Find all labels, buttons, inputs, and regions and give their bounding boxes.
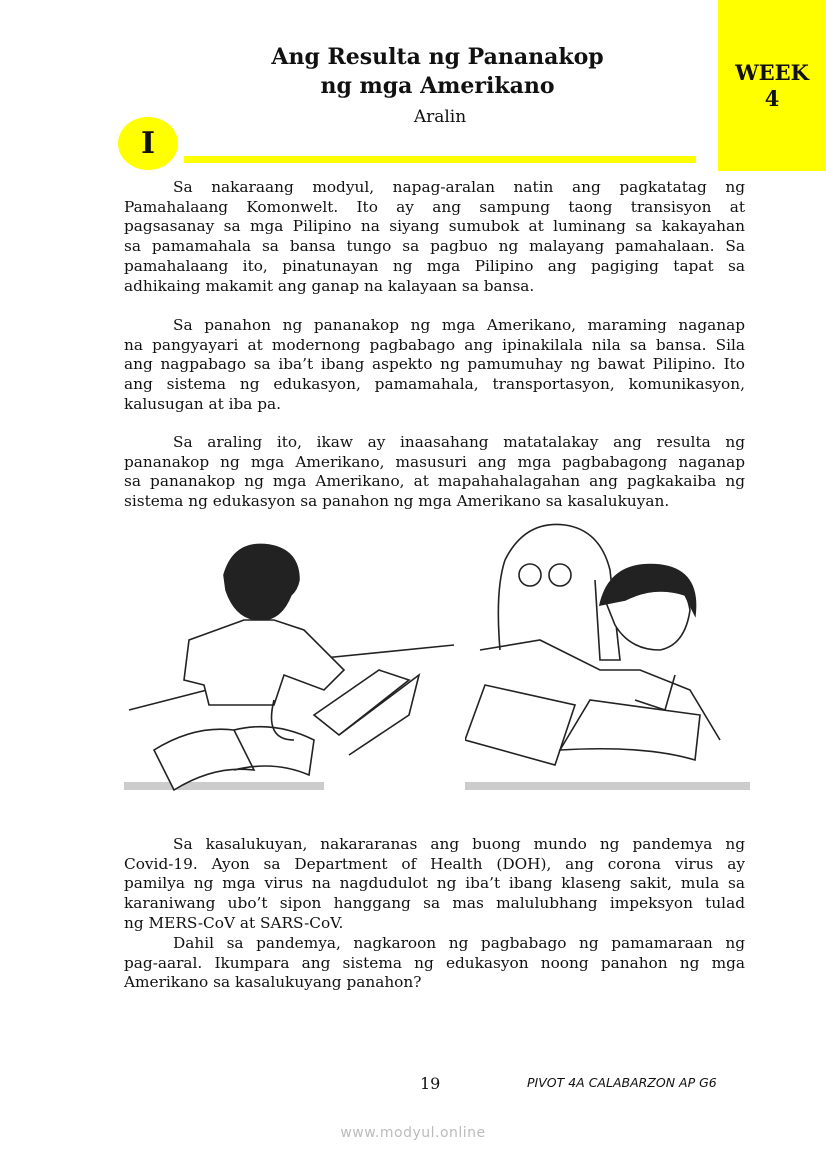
page-title xyxy=(200,43,675,101)
week-badge xyxy=(718,0,826,171)
text-line: karaniwang ubo’t sipon hanggang sa mas malulubhang impeksyon tulad xyxy=(124,894,745,913)
text-line: Sa araling ito, ikaw ay inaasahang matatalakay ang resulta ng xyxy=(173,433,745,451)
text-line: sistema ng edukasyon sa panahon ng mga Amerikano sa kasalukuyan. xyxy=(124,492,670,511)
subtitle: Aralin xyxy=(413,107,467,127)
text-line: ang sistema ng edukasyon, pamamahala, transportasyon, komunikasyon, xyxy=(124,375,745,394)
text-line: Dahil sa pandemya, nagkaroon ng pagbabago ng pamamaraan ng xyxy=(173,934,745,952)
text-line: na pangyayari at modernong pagbabago ang ipinakilala nila sa bansa. Sila xyxy=(124,335,745,354)
yellow-divider xyxy=(184,156,696,163)
paragraph-intro xyxy=(124,178,745,296)
illustration-teacher-and-student xyxy=(465,520,755,795)
text-line: sa pamamahala sa bansa tungo sa pagbuo ng malayang pamahalaan. Sa xyxy=(124,237,745,256)
text-line: ang nagpabago sa iba’t ibang aspekto ng pamumuhay ng bawat Pilipino. Ito xyxy=(124,355,745,374)
title-line-1: Ang Resulta ng Pananakop xyxy=(271,44,604,70)
week-number: 4 xyxy=(764,86,780,111)
text-line: Amerikano sa kasalukuyang panahon? xyxy=(124,973,422,992)
text-line: Sa nakaraang modyul, napag-aralan natin ang pagkatatag ng xyxy=(173,178,745,196)
text-line: Sa panahon ng pananakop ng mga Amerikano, maraming naganap xyxy=(173,316,745,334)
paragraph-question xyxy=(124,934,745,993)
page-number: 19 xyxy=(420,1074,441,1093)
text-line: adhikaing makamit ang ganap na kalayaan sa bansa. xyxy=(124,276,535,295)
text-line: pananakop ng mga Amerikano, masusuri ang mga pagbabagong naganap xyxy=(124,452,745,471)
illustration-student-laptop xyxy=(124,520,454,795)
text-line: sa pananakop ng mga Amerikano, at mapahahalagahan ang pagkakaiba ng xyxy=(124,472,745,491)
paragraph-objectives xyxy=(124,433,745,512)
watermark: www.modyul.online xyxy=(340,1125,486,1141)
text-line: Covid-19. Ayon sa Department of Health (DOH), ang corona virus ay xyxy=(124,854,745,873)
text-line: pamahalaang ito, pinatunayan ng mga Pilipino ang pagiging tapat sa xyxy=(124,256,745,275)
paragraph-american-period xyxy=(124,316,745,415)
text-line: pag-aaral. Ikumpara ang sistema ng edukasyon noong panahon ng mga xyxy=(124,953,745,972)
week-label: WEEK xyxy=(735,60,809,85)
footer-series: PIVOT 4A CALABARZON AP G6 xyxy=(527,1075,717,1090)
section-letter-badge: I xyxy=(118,117,178,170)
title-line-2: ng mga Amerikano xyxy=(320,73,555,99)
paragraph-pandemic xyxy=(124,835,745,934)
text-line: kalusugan at iba pa. xyxy=(124,394,282,413)
text-line: pagsasanay sa mga Pilipino na siyang sumubok at luminang sa kakayahan xyxy=(124,217,745,236)
text-line: Pamahalaang Komonwelt. Ito ay ang sampung taong transisyon at xyxy=(124,197,745,216)
text-line: pamilya ng mga virus na nagdudulot ng iba’t ibang klaseng sakit, mula sa xyxy=(124,874,745,893)
text-line: ng MERS-CoV at SARS-CoV. xyxy=(124,913,344,932)
text-line: Sa kasalukuyan, nakararanas ang buong mundo ng pandemya ng xyxy=(173,835,745,853)
